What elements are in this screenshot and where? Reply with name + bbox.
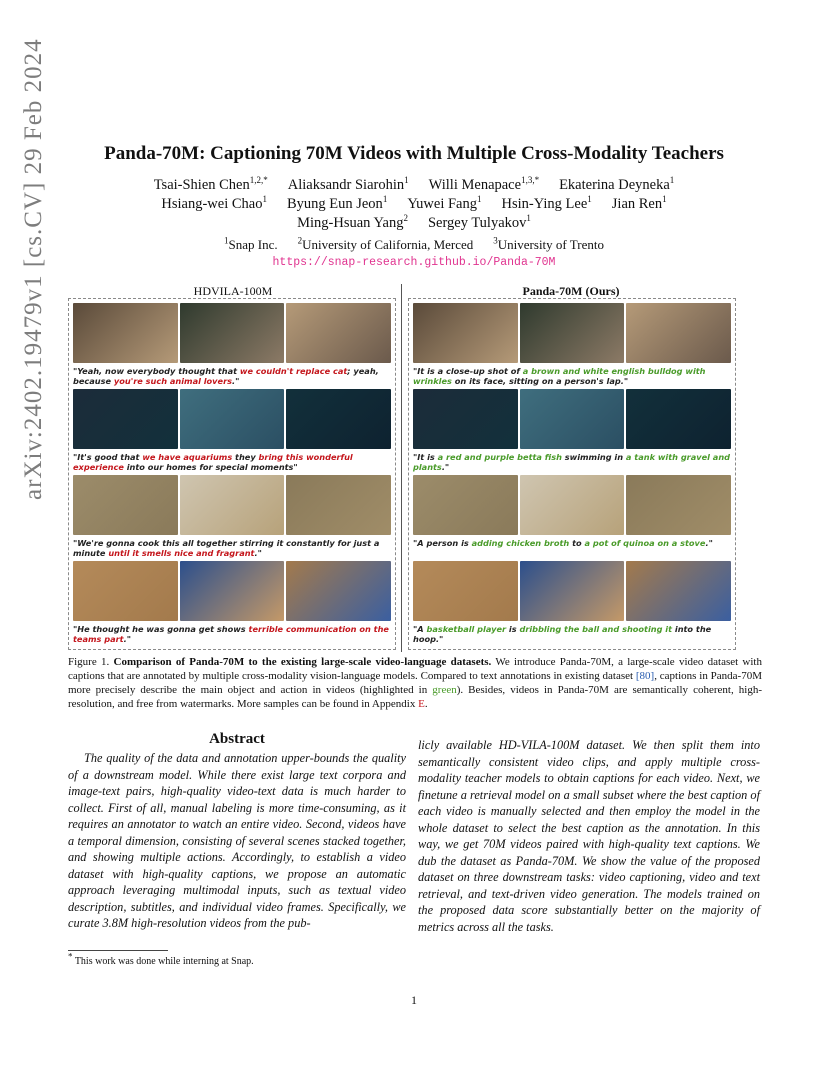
author-name: Willi Menapace$^{1,3,*}$ bbox=[428, 175, 540, 193]
video-frame-image bbox=[73, 303, 178, 363]
author-line-2 bbox=[90, 195, 738, 214]
caption-segment: they bbox=[232, 452, 259, 462]
author-name: Aliaksandr Siarohin$^1$ bbox=[287, 175, 409, 193]
author-name: Hsin-Ying Lee$^1$ bbox=[501, 194, 592, 212]
page-number: 1 bbox=[411, 993, 417, 1007]
hdvila-sample-row bbox=[73, 389, 391, 472]
caption-segment: until it smells nice and fragrant bbox=[108, 548, 255, 558]
video-frame-image bbox=[626, 389, 731, 449]
panda-sample-caption bbox=[413, 366, 731, 386]
video-frame-image bbox=[520, 475, 625, 535]
video-frame-image bbox=[626, 561, 731, 621]
author-line-3 bbox=[90, 214, 738, 233]
figure-caption-text: ). Besides, videos in Panda-70M are semantically coherent, high-resolution, and free from watermarks. More samples can be found in Appendix bbox=[68, 684, 762, 710]
video-frame-image bbox=[73, 475, 178, 535]
author-line-1 bbox=[90, 176, 738, 195]
video-frame-image bbox=[413, 303, 518, 363]
caption-segment: a tank with gravel and plants bbox=[413, 452, 731, 472]
caption-segment: into the hoop." bbox=[413, 624, 712, 644]
caption-segment: into our homes for special moments" bbox=[123, 462, 298, 472]
author-affiliation-mark: 1 bbox=[669, 175, 675, 186]
video-frame-image bbox=[520, 561, 625, 621]
hdvila-sample-caption bbox=[73, 624, 391, 644]
affiliations bbox=[90, 235, 738, 254]
video-frames bbox=[413, 475, 731, 535]
caption-segment: a red and purple betta fish bbox=[437, 452, 562, 462]
author-affiliation-mark: 1 bbox=[662, 194, 667, 205]
video-frame-image bbox=[286, 561, 391, 621]
author-name: Ming-Hsuan Yang$^2$ bbox=[297, 213, 408, 231]
hdvila-sample-caption bbox=[73, 538, 391, 558]
video-frame-image bbox=[73, 561, 178, 621]
abstract-right-column: licly available HD-VILA-100M dataset. We then split them into semantically consistent video clips, and apply multiple cross-modality teacher models to obtain captions for each video. Next, we finetune a retrieval model on a small subset where the best caption of each video is manually selected and then employ the model in the whole dataset to select the best caption as the annotation. In this way, we get 70M videos paired with high-quality text captions. We dub the dataset as Panda-70M. We show the value of the proposed dataset on three downstream tasks: video captioning, video and text retrieval, and text-driven video generation. The models trained on the proposed data score substantially better on the majority of metrics across all the tasks. bbox=[418, 738, 760, 934]
panda-sample-caption bbox=[413, 624, 731, 644]
video-frame-image bbox=[286, 475, 391, 535]
video-frame-image bbox=[520, 389, 625, 449]
caption-segment: ; yeah, because bbox=[73, 366, 379, 386]
caption-segment: you're such animal lovers bbox=[113, 376, 232, 386]
author-affiliation-mark: 1 bbox=[526, 213, 531, 224]
caption-segment: terrible communication on the teams part bbox=[73, 624, 389, 644]
panda-sample-row bbox=[413, 303, 731, 386]
caption-segment: a brown and white english bulldog with wrinkles bbox=[413, 366, 706, 386]
author-name: Hsiang-wei Chao$^1$ bbox=[161, 194, 267, 212]
hdvila-sample-row bbox=[73, 475, 391, 558]
video-frame-image bbox=[73, 389, 178, 449]
video-frame-image bbox=[413, 389, 518, 449]
caption-segment: "He thought he was gonna get shows bbox=[73, 624, 249, 634]
figure-caption-text: . bbox=[424, 698, 428, 710]
citation-link[interactable]: [80] bbox=[635, 670, 655, 682]
caption-segment: "It is bbox=[413, 452, 438, 462]
figure-caption-text: , captions in Panda-70M more precisely describe the main object and action in videos (highlighted in bbox=[68, 670, 762, 696]
caption-segment: ." bbox=[705, 538, 713, 548]
green-word: green bbox=[432, 684, 457, 696]
author-affiliation-mark: 1,2,* bbox=[249, 175, 268, 186]
figure-caption-bold: Comparison of Panda-70M to the existing large-scale video-language datasets. bbox=[113, 656, 492, 668]
author-affiliation-mark: 1 bbox=[262, 194, 267, 205]
author-name: Jian Ren$^1$ bbox=[611, 194, 667, 212]
appendix-link[interactable]: E bbox=[418, 698, 425, 710]
video-frames bbox=[73, 561, 391, 621]
video-frame-image bbox=[626, 475, 731, 535]
footnote bbox=[68, 951, 254, 967]
caption-segment: "A person is bbox=[413, 538, 472, 548]
author-affiliation-mark: 2 bbox=[403, 213, 408, 224]
caption-segment: ." bbox=[254, 548, 262, 558]
author-affiliation-mark: 1 bbox=[404, 175, 409, 186]
caption-segment: basketball player bbox=[426, 624, 507, 634]
affiliation: $^1$Snap Inc. bbox=[224, 235, 278, 252]
hdvila-sample-row bbox=[73, 561, 391, 644]
video-frames bbox=[73, 303, 391, 363]
panda-sample-caption bbox=[413, 452, 731, 472]
left-column-header: HDVILA-100M bbox=[193, 284, 273, 298]
figure-label: Figure 1. bbox=[68, 656, 110, 668]
footnote-rule bbox=[68, 950, 168, 951]
caption-segment: ." bbox=[232, 376, 240, 386]
author-name: Yuwei Fang$^1$ bbox=[407, 194, 482, 212]
panda-panel bbox=[408, 298, 736, 650]
footnote-mark: * bbox=[68, 951, 73, 962]
figure-divider bbox=[401, 284, 402, 652]
author-affiliation-mark: 1,3,* bbox=[521, 175, 540, 186]
video-frames bbox=[413, 561, 731, 621]
caption-segment: ." bbox=[123, 634, 131, 644]
video-frames bbox=[73, 389, 391, 449]
figure-caption bbox=[68, 655, 762, 711]
video-frames bbox=[73, 475, 391, 535]
panda-sample-row bbox=[413, 475, 731, 548]
caption-segment: ." bbox=[441, 462, 450, 472]
arxiv-identifier: arXiv:2402.19479v1 [cs.CV] 29 Feb 2024 bbox=[20, 38, 47, 500]
abstract-left-column: The quality of the data and annotation upper-bounds the quality of a downstream model. While there exist large text corpora and image-text pairs, high-quality video-text data is much harder to collect. First of all, manual labeling is more time-consuming, as it requires an annotator to watch an entire video. Second, videos have a temporal dimension, consisting of several scenes stacked together, and showing multiple actions. Accordingly, to establish a video dataset with high-quality captions, we propose an automatic approach leveraging multimodal inputs, such as textual video description, subtitles, and individual video frames. Specifically, we curate 3.8M high-resolution videos from the pub- bbox=[68, 751, 406, 930]
hdvila-panel bbox=[68, 298, 396, 650]
video-frame-image bbox=[180, 561, 285, 621]
paper-title: Panda-70M: Captioning 70M Videos with Multiple Cross-Modality Teachers bbox=[104, 143, 724, 164]
caption-segment: we couldn't replace cat bbox=[239, 366, 348, 376]
caption-segment: a pot of quinoa on a stove bbox=[584, 538, 706, 548]
author-name: Tsai-Shien Chen$^{1,2,*}$ bbox=[153, 175, 268, 193]
caption-segment: "Yeah, now everybody thought that bbox=[73, 366, 240, 376]
panda-sample-row bbox=[413, 561, 731, 644]
affiliation: $^2$University of California, Merced bbox=[297, 235, 474, 252]
project-url[interactable]: https://snap-research.github.io/Panda-70M bbox=[272, 256, 556, 269]
author-affiliation-mark: 1 bbox=[587, 194, 592, 205]
caption-segment: we have aquariums bbox=[142, 452, 233, 462]
panda-sample-caption bbox=[413, 538, 731, 548]
hdvila-sample-row bbox=[73, 303, 391, 386]
caption-segment: swimming in bbox=[561, 452, 626, 462]
video-frame-image bbox=[520, 303, 625, 363]
caption-segment: dribbling the ball and shooting it bbox=[519, 624, 673, 634]
caption-segment: bring this wonderful experience bbox=[73, 452, 353, 472]
caption-segment: adding chicken broth bbox=[471, 538, 570, 548]
video-frames bbox=[413, 303, 731, 363]
video-frame-image bbox=[286, 389, 391, 449]
author-name: Ekaterina Deyneka$^1$ bbox=[559, 175, 675, 193]
caption-segment: "A bbox=[413, 624, 427, 634]
hdvila-sample-caption bbox=[73, 366, 391, 386]
author-affiliation-mark: 1 bbox=[382, 194, 388, 205]
video-frame-image bbox=[286, 303, 391, 363]
caption-segment: is bbox=[506, 624, 520, 634]
caption-segment: on its face, sitting on a person's lap." bbox=[451, 376, 629, 386]
footnote-text: This work was done while interning at Snap. bbox=[74, 956, 254, 967]
figure-caption-text: We introduce Panda-70M, a large-scale video dataset with captions that are annotated by multiple cross-modality vision-language models. Compared to text annotations in existing dataset bbox=[68, 656, 762, 682]
caption-segment: "We're gonna cook this all together stirring it constantly for just a minute bbox=[73, 538, 380, 558]
video-frame-image bbox=[626, 303, 731, 363]
abstract-heading: Abstract bbox=[209, 731, 265, 747]
caption-segment: to bbox=[569, 538, 585, 548]
video-frame-image bbox=[413, 475, 518, 535]
hdvila-sample-caption bbox=[73, 452, 391, 472]
author-name: Sergey Tulyakov$^1$ bbox=[427, 213, 531, 231]
video-frame-image bbox=[180, 475, 285, 535]
video-frames bbox=[413, 389, 731, 449]
video-frame-image bbox=[180, 303, 285, 363]
author-affiliation-mark: 1 bbox=[477, 194, 482, 205]
author-name: Byung Eun Jeon$^1$ bbox=[286, 194, 388, 212]
panda-sample-row bbox=[413, 389, 731, 472]
caption-segment: "It is a close-up shot of bbox=[413, 366, 523, 376]
caption-segment: "It's good that bbox=[73, 452, 143, 462]
video-frame-image bbox=[413, 561, 518, 621]
affiliation: $^3$University of Trento bbox=[493, 235, 604, 252]
right-column-header: Panda-70M (Ours) bbox=[522, 284, 620, 298]
video-frame-image bbox=[180, 389, 285, 449]
